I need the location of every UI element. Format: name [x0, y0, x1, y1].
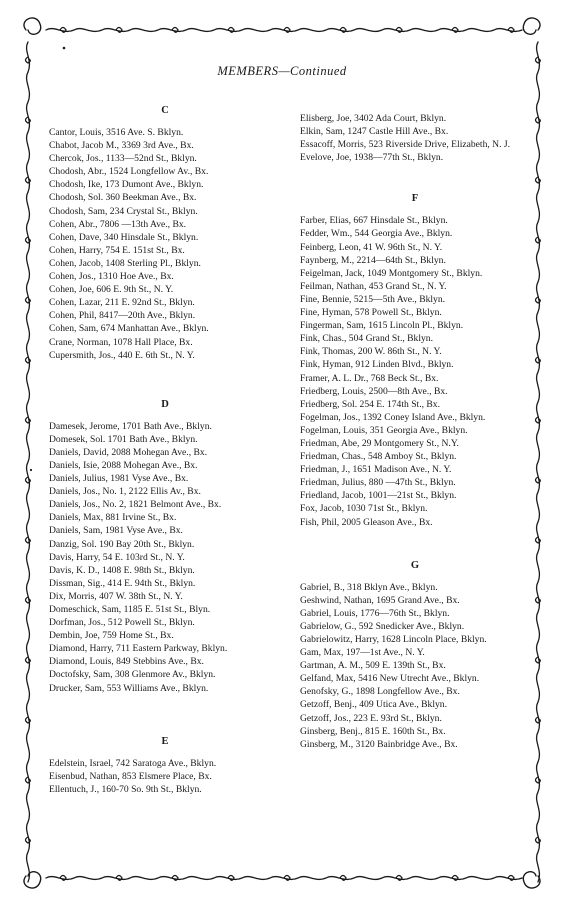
member-entry: Cohen, Harry, 754 E. 151st St., Bx.	[49, 244, 185, 256]
member-entry: Eisenbud, Nathan, 853 Elsmere Place, Bx.	[49, 770, 212, 782]
member-entry: Chodosh, Abr., 1524 Longfellow Av., Bx.	[49, 166, 209, 178]
member-entry: Cohen, Sam, 674 Manhattan Ave., Bklyn.	[49, 323, 209, 335]
member-entry: Dix, Morris, 407 W. 38th St., N. Y.	[49, 590, 183, 602]
member-entry: Davis, Harry, 54 E. 103rd St., N. Y.	[49, 551, 185, 563]
member-entry: Cohen, Joe, 606 E. 9th St., N. Y.	[49, 284, 174, 296]
member-entry: Dorfman, Jos., 512 Powell St., Bklyn.	[49, 617, 195, 629]
member-entry: Fish, Phil, 2005 Gleason Ave., Bx.	[300, 516, 433, 528]
member-entry: Cohen, Dave, 340 Hinsdale St., Bklyn.	[49, 231, 199, 243]
member-entry: Fine, Bennie, 5215—5th Ave., Bklyn.	[300, 293, 446, 305]
member-entry: Gabrielowitz, Harry, 1628 Lincoln Place, Bklyn.	[300, 634, 487, 645]
member-entry: Daniels, Jos., No. 1, 2122 Ellis Av., Bx.	[49, 486, 201, 498]
member-entry: Elkin, Sam, 1247 Castle Hill Ave., Bx.	[300, 126, 449, 138]
member-entry: Feinberg, Leon, 41 W. 96th St., N. Y.	[300, 241, 443, 253]
member-entry: Domesek, Sol. 1701 Bath Ave., Bklyn.	[49, 433, 198, 445]
member-entry: Fogelman, Jos., 1392 Coney Island Ave., Bklyn.	[300, 411, 486, 423]
member-entry: Domeschick, Sam, 1185 E. 51st St., Blyn.	[49, 604, 211, 615]
member-entry: Crane, Norman, 1078 Hall Place, Bx.	[49, 336, 193, 348]
member-entry: Fingerman, Sam, 1615 Lincoln Pl., Bklyn.	[300, 320, 464, 332]
section-heading-c: C	[161, 105, 169, 116]
member-entry: Dembin, Joe, 759 Home St., Bx.	[49, 630, 174, 642]
section-heading-f: F	[411, 193, 419, 205]
member-entry: Daniels, David, 2088 Mohegan Ave., Bx.	[49, 446, 208, 458]
member-entry: Dissman, Sig., 414 E. 94th St., Bklyn.	[49, 577, 196, 589]
member-entry: Chodosh, Ike, 173 Dumont Ave., Bklyn.	[49, 179, 204, 191]
member-entry: Friedman, J., 1651 Madison Ave., N. Y.	[300, 464, 452, 476]
member-entry: Drucker, Sam, 553 Williams Ave., Bklyn.	[49, 682, 209, 694]
member-entry: Friedman, Julius, 880 —47th St., Bklyn.	[300, 477, 456, 489]
member-entry: Fink, Thomas, 200 W. 86th St., N. Y.	[300, 346, 442, 358]
member-entry: Fogelman, Louis, 351 Georgia Ave., Bklyn.	[300, 424, 468, 436]
member-entry: Gartman, A. M., 509 E. 139th St., Bx.	[300, 660, 446, 672]
member-entry: Friedman, Chas., 548 Amboy St., Bklyn.	[300, 451, 457, 463]
member-entry: Cohen, Lazar, 211 E. 92nd St., Bklyn.	[49, 297, 195, 309]
member-entry: Friedberg, Sol. 254 E. 174th St., Bx.	[300, 398, 441, 410]
member-entry: Daniels, Sam, 1981 Vyse Ave., Bx.	[49, 525, 183, 537]
member-entry: Faynberg, M., 2214—64th St., Bklyn.	[300, 254, 446, 266]
member-entry: Daniels, Julius, 1981 Vyse Ave., Bx.	[49, 473, 189, 485]
member-entry: Chabot, Jacob M., 3369 3rd Ave., Bx.	[49, 140, 194, 152]
member-entry: Chodosh, Sol. 360 Beekman Ave., Bx.	[49, 192, 197, 204]
member-entry: Chercok, Jos., 1133—52nd St., Bklyn.	[49, 153, 197, 165]
member-entry: Essacoff, Morris, 523 Riverside Drive, Elizabeth, N. J.	[300, 139, 511, 151]
member-entry: Ellentuch, J., 160-70 So. 9th St., Bklyn.	[49, 783, 202, 795]
member-entry: Danzig, Sol. 190 Bay 20th St., Bklyn.	[49, 538, 195, 550]
member-entry: Gabrielow, G., 592 Snedicker Ave., Bklyn.	[300, 620, 465, 632]
member-entry: Edelstein, Israel, 742 Saratoga Ave., Bklyn.	[49, 757, 217, 769]
member-entry: Getzoff, Jos., 223 E. 93rd St., Bklyn.	[300, 712, 442, 724]
member-entry: Diamond, Harry, 711 Eastern Parkway, Bklyn.	[49, 643, 228, 655]
right-border-wave	[537, 42, 540, 882]
member-entry: Chodosh, Sam, 234 Crystal St., Bklyn.	[49, 205, 198, 217]
member-entry: Ginsberg, M., 3120 Bainbridge Ave., Bx.	[300, 738, 458, 750]
member-entry: Gam, Max, 197—1st Ave., N. Y.	[300, 647, 425, 659]
member-entry: Genofsky, G., 1898 Longfellow Ave., Bx.	[300, 686, 460, 698]
member-entry: Friedberg, Louis, 2500—8th Ave., Bx.	[300, 385, 448, 397]
member-entry: Gelfand, Max, 5416 New Utrecht Ave., Bklyn.	[300, 673, 480, 685]
member-entry: Daniels, Jos., No. 2, 1821 Belmont Ave., Bx.	[49, 499, 222, 511]
member-entry: Fine, Hyman, 578 Powell St., Bklyn.	[300, 307, 442, 319]
member-entry: Elisberg, Joe, 3402 Ada Court, Bklyn.	[300, 113, 447, 124]
member-entry: Cohen, Phil, 8417—20th Ave., Bklyn.	[49, 310, 196, 322]
member-entry: Farber, Elias, 667 Hinsdale St., Bklyn.	[300, 215, 448, 227]
member-entry: Friedland, Jacob, 1001—21st St., Bklyn.	[300, 490, 457, 502]
member-entry: Diamond, Louis, 849 Stebbins Ave., Bx.	[49, 656, 204, 668]
member-entry: Framer, A. L. Dr., 768 Beck St., Bx.	[300, 372, 439, 384]
member-entry: Gabriel, Louis, 1776—76th St., Bklyn.	[300, 607, 450, 619]
member-entry: Gabriel, B., 318 Bklyn Ave., Bklyn.	[300, 581, 438, 593]
member-entry: Friedman, Abe, 29 Montgomery St., N.Y.	[300, 437, 459, 449]
member-entry: Getzoff, Benj., 409 Utica Ave., Bklyn.	[300, 699, 447, 711]
member-entry: Doctofsky, Sam, 308 Glenmore Av., Bklyn.	[49, 669, 216, 681]
right-column	[300, 112, 530, 751]
member-entry: Feilman, Nathan, 453 Grand St., N. Y.	[300, 280, 447, 292]
member-entry: Daniels, Isie, 2088 Mohegan Ave., Bx.	[49, 459, 198, 471]
member-entry: Cupersmith, Jos., 440 E. 6th St., N. Y.	[49, 349, 195, 361]
left-column	[49, 104, 281, 796]
left-border-wave	[27, 42, 30, 882]
member-entry: Ginsberg, Benj., 815 E. 160th St., Bx.	[300, 725, 446, 737]
member-entry: Cohen, Jacob, 1408 Sterling Pl., Bklyn.	[49, 257, 201, 269]
member-entry: Geshwind, Nathan, 1695 Grand Ave., Bx.	[300, 594, 460, 606]
member-entry: Fox, Jacob, 1030 71st St., Bklyn.	[300, 503, 428, 515]
member-entry: Cohen, Jos., 1310 Hoe Ave., Bx.	[49, 271, 174, 283]
section-heading-d: D	[161, 398, 169, 410]
member-entry: Fink, Hyman, 912 Linden Blvd., Bklyn.	[300, 359, 454, 371]
member-entry: Fedder, Wm., 544 Georgia Ave., Bklyn.	[300, 228, 453, 240]
member-entry: Daniels, Max, 881 Irvine St., Bx.	[49, 512, 177, 524]
member-entry: Fink, Chas., 504 Grand St., Bklyn.	[300, 333, 433, 345]
member-entry: Damesek, Jerome, 1701 Bath Ave., Bklyn.	[49, 420, 212, 432]
member-entry: Feigelman, Jack, 1049 Montgomery St., Bklyn.	[300, 267, 483, 279]
page-title: MEMBERS—Continued	[217, 64, 347, 78]
section-heading-g: G	[410, 559, 420, 571]
member-entry: Davis, K. D., 1408 E. 98th St., Bklyn.	[49, 564, 195, 576]
member-entry: Cantor, Louis, 3516 Ave. S. Bklyn.	[49, 127, 184, 138]
member-entry: Evelove, Joe, 1938—77th St., Bklyn.	[300, 152, 444, 164]
member-entry: Cohen, Abr., 7806 —13th Ave., Bx.	[49, 218, 187, 230]
section-heading-e: E	[161, 735, 169, 747]
